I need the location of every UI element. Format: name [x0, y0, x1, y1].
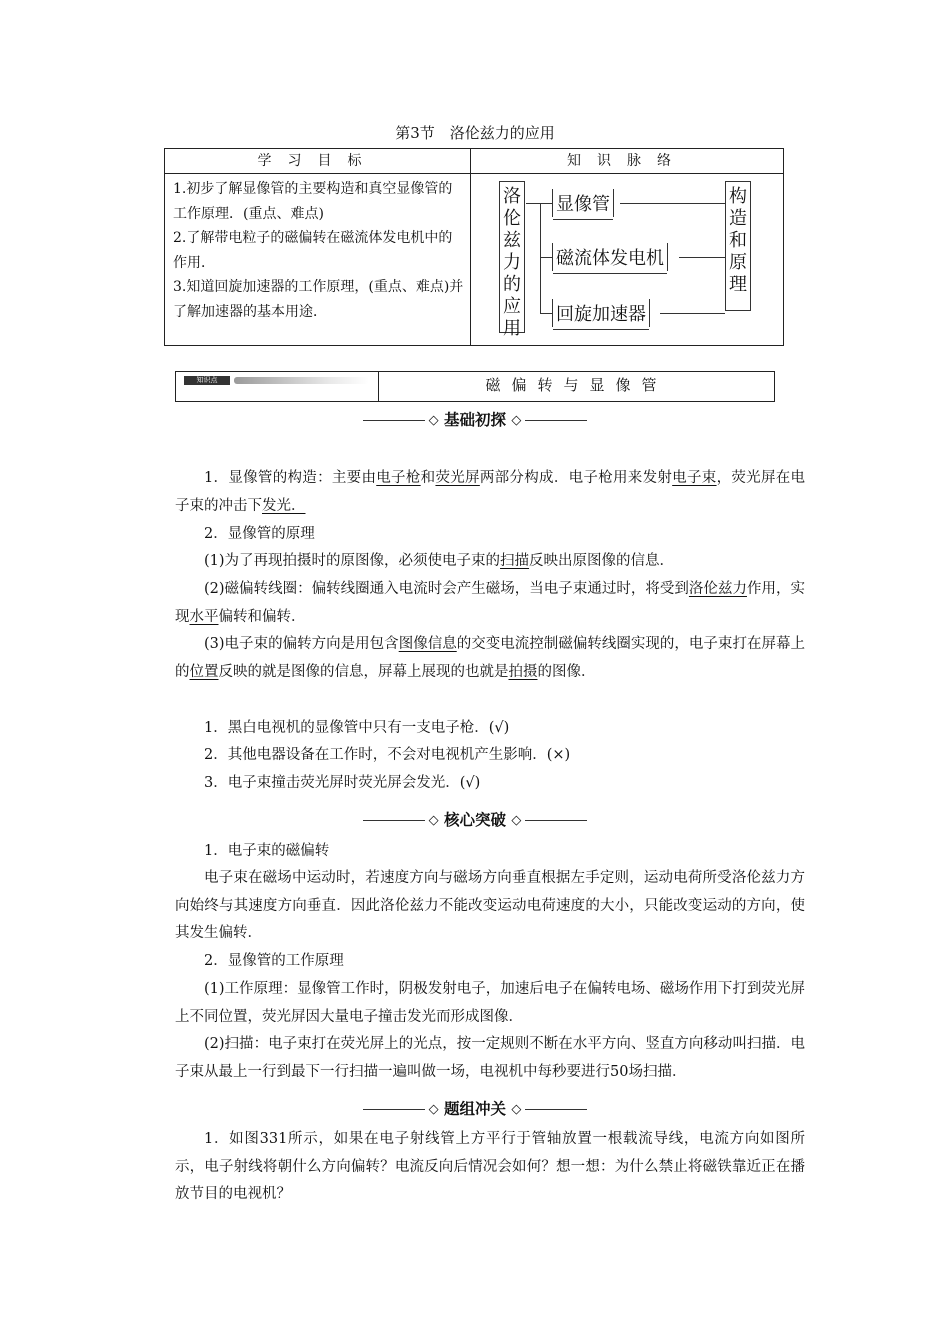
text: 反映出原图像的信息． [529, 553, 675, 569]
header-rule [525, 1109, 587, 1110]
core-heading-2: 2．显像管的工作原理 [204, 953, 344, 969]
fill-answer: 电子枪 [376, 470, 421, 486]
judge-item: 2．其他电器设备在工作时，不会对电视机产生影响．(×) [204, 747, 571, 763]
fill-answer: 扫描 [500, 553, 530, 569]
header-rule [525, 420, 587, 421]
fill-answer: 电子束 [672, 470, 717, 486]
text: 两部分构成．电子枪用来发射 [479, 470, 673, 486]
section-title: 核心突破 [443, 811, 506, 829]
paragraph-crt-principle-heading: 2．显像管的原理 [204, 526, 315, 542]
objective-item: 2.了解带电粒子的磁偏转在磁流体发电机中的作用． [173, 230, 453, 271]
diagram-connector [526, 203, 552, 204]
paragraph-crt-principle-1 [175, 548, 805, 576]
core-paragraph-1: 电子束在磁场中运动时，若速度方向与磁场方向垂直根据左手定则，运动电荷所受洛伦兹力方向始终与其速度方向垂直．因此洛伦兹力不能改变运动电荷速度的大小，只能改变运动的方向，使其发生偏转． [175, 870, 805, 941]
fill-answer: 拍摄 [508, 663, 538, 680]
text: (2)磁偏转线圈：偏转线圈通入电流时会产生磁场，当电子束通过时，将受到 [204, 581, 689, 597]
diamond-icon: ◇ [511, 813, 522, 828]
fill-answer: 位置 [189, 663, 219, 680]
text: 和 [420, 470, 436, 486]
diagram-bracket [540, 203, 541, 313]
fill-answer: 图像信息 [398, 636, 457, 652]
judge-item: 3．电子束撞击荧光屏时荧光屏会发光．(√) [204, 775, 481, 791]
diamond-icon: ◇ [511, 1102, 522, 1117]
core-paragraph-2: (1)工作原理：显像管工作时，阴极发射电子，加速后电子在偏转电场、磁场作用下打到荧光屏上不同位置，荧光屏因大量电子撞击发光而形成图像． [175, 981, 805, 1025]
text: 作用，实现 [175, 581, 806, 625]
knowledge-point-banner [175, 371, 775, 402]
diagram-branch-crt: 显像管 [552, 189, 614, 217]
core-heading-1: 1．电子束的磁偏转 [204, 843, 330, 859]
text: 偏转和偏转． [218, 608, 306, 625]
fill-answer: 荧光屏 [435, 470, 480, 486]
diagram-target-box: 构造和原理 [725, 181, 751, 311]
core-paragraph-3: (2)扫描：电子束打在荧光屏上的光点，按一定规则不断在水平方向、竖直方向移动叫扫描．电子束从最上一行到最下一行扫描一遍叫做一场，电视机中每秒要进行50场扫描． [175, 1036, 805, 1080]
diagram-root-box: 洛伦兹力的应用 [499, 181, 525, 333]
paragraph-crt-structure [175, 465, 805, 520]
diagram-connector [620, 203, 725, 204]
text: ，荧光屏在电子束的冲击下 [175, 470, 806, 514]
objectives-table [164, 148, 784, 346]
diagram-connector [540, 313, 552, 314]
diagram-connector [660, 313, 725, 314]
text: 的交变电流控制磁偏转线圈实现的，电子束打在屏幕上的 [175, 636, 805, 680]
diamond-icon: ◇ [428, 1102, 439, 1117]
diagram-branch-cyclotron: 回旋加速器 [552, 299, 650, 327]
paragraph-crt-principle-2 [175, 576, 805, 631]
knowledge-point-decor-bar [234, 377, 369, 384]
section-header-basic [0, 408, 950, 430]
diamond-icon: ◇ [511, 413, 522, 428]
header-rule [525, 820, 587, 821]
knowledge-point-tag: 知识点 [184, 376, 230, 385]
section-header-core [0, 808, 950, 830]
header-rule [363, 420, 425, 421]
judge-item: 1．黑白电视机的显像管中只有一支电子枪．(√) [204, 720, 510, 736]
diamond-icon: ◇ [428, 413, 439, 428]
text: (1)为了再现拍摄时的原图像，必须使电子束的 [204, 553, 501, 569]
paragraph-crt-principle-3 [175, 631, 805, 686]
table-divider [470, 149, 471, 345]
diagram-branch-mhd-generator: 磁流体发电机 [552, 243, 668, 271]
section-header-exercise [0, 1097, 950, 1119]
objective-item: 1.初步了解显像管的主要构造和真空显像管的工作原理．(重点、难点) [173, 181, 453, 222]
section-title: 基础初探 [443, 411, 506, 429]
text: 反映的就是图像的信息，屏幕上展现的也就是 [218, 663, 509, 680]
header-rule [363, 1109, 425, 1110]
fill-answer: 洛伦兹力 [688, 581, 747, 597]
text: 1．显像管的构造：主要由 [204, 470, 377, 486]
text: 的图像． [537, 663, 596, 680]
page-title: 第3节 洛伦兹力的应用 [395, 124, 555, 142]
objectives-list [173, 177, 465, 324]
fill-answer: 水平 [189, 608, 219, 625]
table-header-rule [165, 173, 783, 174]
diagram-connector [679, 257, 725, 258]
diagram-connector [540, 257, 552, 258]
fill-answer: 发光． [262, 497, 306, 514]
diamond-icon: ◇ [428, 813, 439, 828]
exercise-question-1: 1．如图331所示，如果在电子射线管上方平行于管轴放置一根载流导线，电流方向如图所示，电子射线将朝什么方向偏转？电流反向后情况会如何？想一想：为什么禁止将磁铁靠近正在播放节目的电视机？ [175, 1131, 805, 1202]
objective-item: 3.知道回旋加速器的工作原理，(重点、难点)并了解加速器的基本用途． [173, 279, 464, 320]
header-rule [363, 820, 425, 821]
learning-objectives-header: 学习目标 [257, 153, 378, 169]
knowledge-point-title: 磁偏转与显像管 [485, 376, 668, 394]
knowledge-context-header: 知识脉络 [567, 153, 687, 169]
text: (3)电子束的偏转方向是用包含 [204, 636, 399, 652]
section-title: 题组冲关 [443, 1100, 506, 1118]
